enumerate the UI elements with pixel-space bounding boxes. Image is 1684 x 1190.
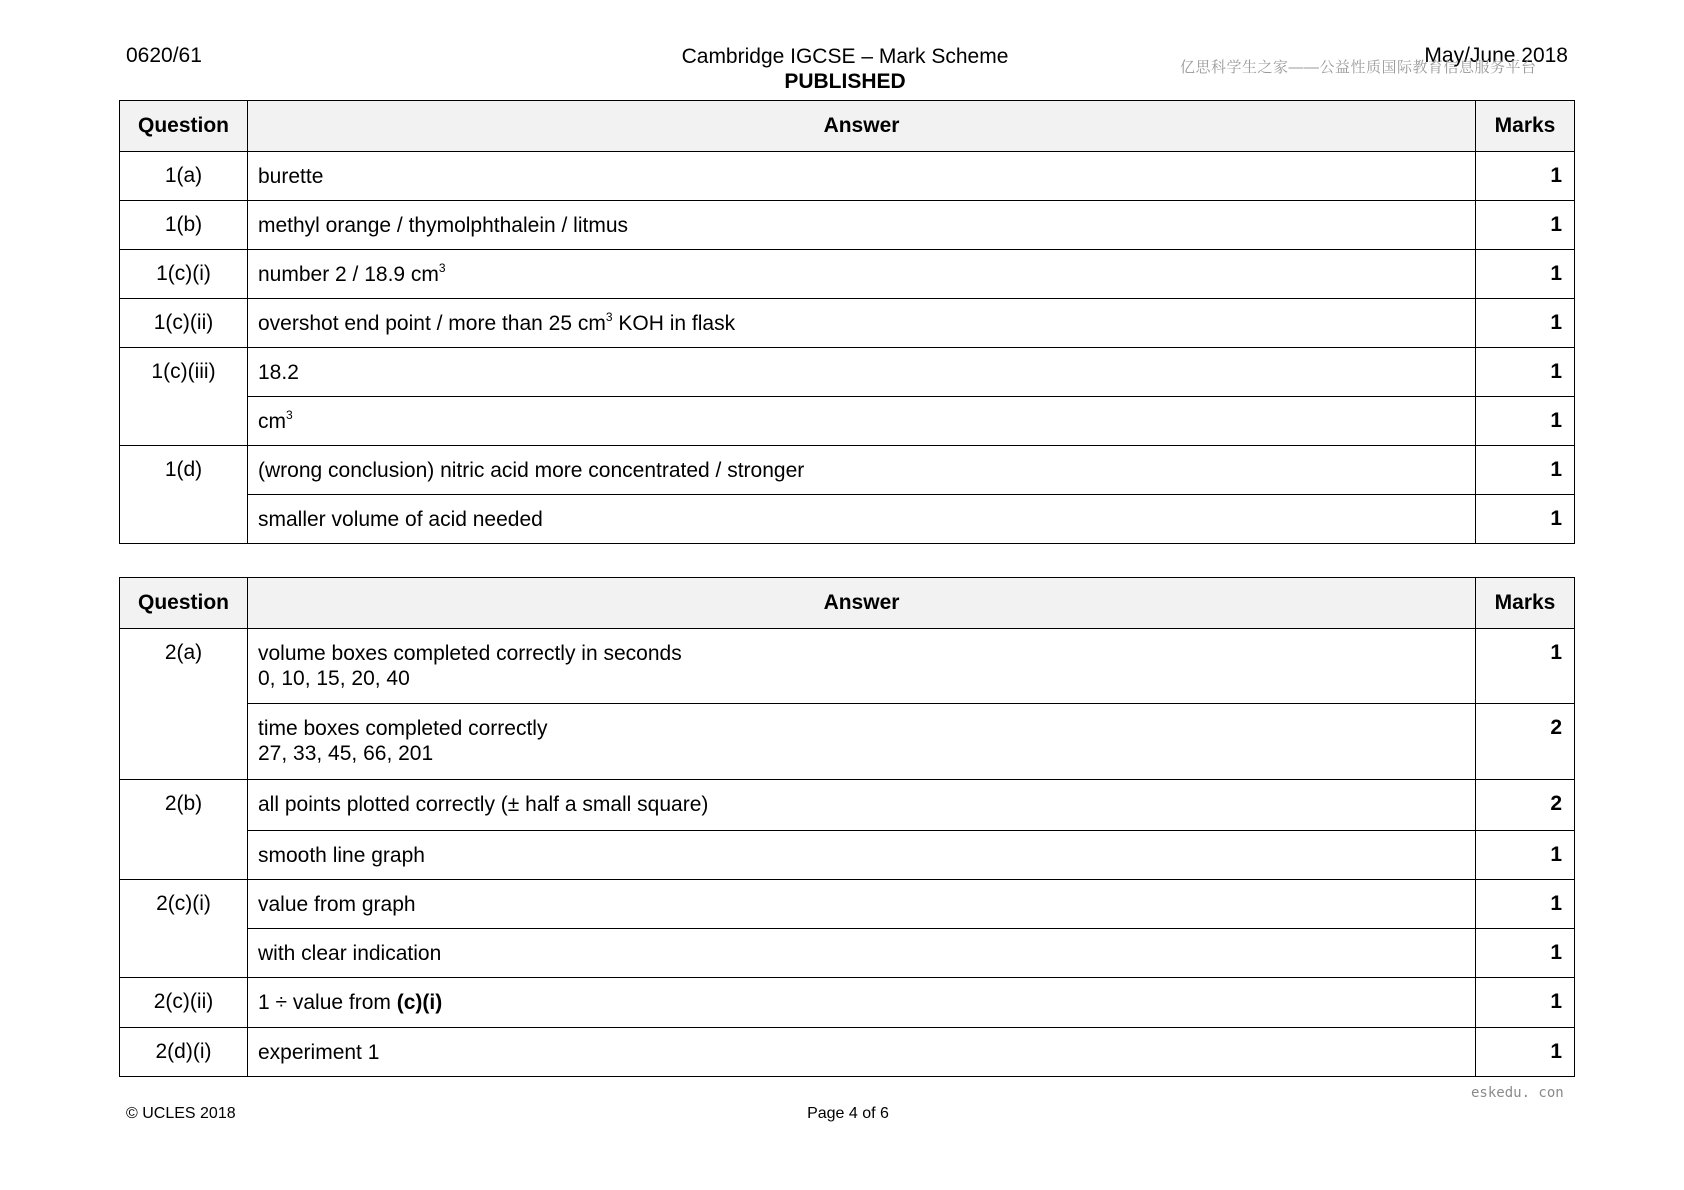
table-header-row [120,578,1575,629]
table-row [120,1028,1575,1077]
answer-text: (wrong conclusion) nitric acid more concentrated / stronger [248,446,1476,495]
question-number: 2(d)(i) [120,1028,248,1077]
answer-line-2: 0, 10, 15, 20, 40 [258,667,410,690]
table-row [120,446,1575,495]
answer-text-main: cm [258,410,286,433]
header-code: 0620/61 [126,44,202,67]
marks-value: 1 [1476,978,1575,1028]
col-header-marks: Marks [1476,578,1575,629]
answer-text: value from graph [248,880,1476,929]
answer-text-main: number 2 / 18.9 cm [258,263,439,286]
footer-watermark: eskedu. con [1471,1085,1564,1101]
question-number: 2(c)(ii) [120,978,248,1028]
answer-text [248,629,1476,704]
mark-scheme-table-2 [119,577,1575,1077]
table-row [120,397,1575,446]
marks-value: 2 [1476,704,1575,780]
answer-text: smaller volume of acid needed [248,495,1476,544]
table-row [120,629,1575,704]
marks-value: 1 [1476,397,1575,446]
table-row [120,880,1575,929]
answer-text-tail: KOH in flask [612,312,736,335]
marks-value: 1 [1476,495,1575,544]
table-row [120,978,1575,1028]
marks-value: 2 [1476,780,1575,831]
answer-text-bold: (c)(i) [396,991,443,1014]
question-number: 2(b) [120,780,248,880]
answer-text: smooth line graph [248,831,1476,880]
marks-value: 1 [1476,299,1575,348]
table-row [120,704,1575,780]
footer-page-number: Page 4 of 6 [807,1105,889,1122]
header-watermark: 亿思科学生之家——公益性质国际教育信息服务平台 [1180,59,1537,76]
col-header-answer: Answer [248,578,1476,629]
marks-value: 1 [1476,152,1575,201]
table-row [120,495,1575,544]
answer-text: methyl orange / thymolphthalein / litmus [248,201,1476,250]
answer-text-main: 1 ÷ value from [258,991,397,1014]
header-title-block [600,44,1090,94]
col-header-question: Question [120,578,248,629]
marks-value: 1 [1476,880,1575,929]
question-number: 2(a) [120,629,248,780]
question-number: 1(c)(i) [120,250,248,299]
answer-text [248,704,1476,780]
table-row [120,250,1575,299]
question-number: 1(a) [120,152,248,201]
col-header-question: Question [120,101,248,152]
answer-text: all points plotted correctly (± half a small square) [248,780,1476,831]
question-number: 1(b) [120,201,248,250]
answer-text [248,397,1476,446]
col-header-marks: Marks [1476,101,1575,152]
marks-value: 1 [1476,929,1575,978]
mark-scheme-table-1 [119,100,1575,544]
marks-value: 1 [1476,1028,1575,1077]
answer-text: 18.2 [248,348,1476,397]
marks-value: 1 [1476,348,1575,397]
answer-text: experiment 1 [248,1028,1476,1077]
answer-line-1: volume boxes completed correctly in seconds [258,642,682,665]
question-number: 1(d) [120,446,248,544]
table-row [120,152,1575,201]
superscript: 3 [438,261,446,275]
answer-text [248,299,1476,348]
marks-value: 1 [1476,201,1575,250]
superscript: 3 [286,408,293,422]
table-row [120,780,1575,831]
table-row [120,348,1575,397]
table-row [120,929,1575,978]
answer-text [248,978,1476,1028]
marks-value: 1 [1476,446,1575,495]
answer-text [248,250,1476,299]
table-header-row [120,101,1575,152]
marks-value: 1 [1476,250,1575,299]
footer-copyright: © UCLES 2018 [126,1105,236,1122]
answer-text-main: overshot end point / more than 25 cm [258,312,606,335]
marks-value: 1 [1476,831,1575,880]
answer-line-1: time boxes completed correctly [258,717,548,740]
col-header-answer: Answer [248,101,1476,152]
answer-text: burette [248,152,1476,201]
answer-text: with clear indication [248,929,1476,978]
answer-line-2: 27, 33, 45, 66, 201 [258,742,434,765]
superscript: 3 [605,310,613,324]
header-session: May/June 2018 [1424,44,1568,67]
table-row [120,299,1575,348]
header-status: PUBLISHED [784,70,906,93]
question-number: 2(c)(i) [120,880,248,978]
table-row [120,201,1575,250]
question-number: 1(c)(iii) [120,348,248,446]
marks-value: 1 [1476,629,1575,704]
header-title: Cambridge IGCSE – Mark Scheme [681,45,1009,68]
table-row [120,831,1575,880]
question-number: 1(c)(ii) [120,299,248,348]
